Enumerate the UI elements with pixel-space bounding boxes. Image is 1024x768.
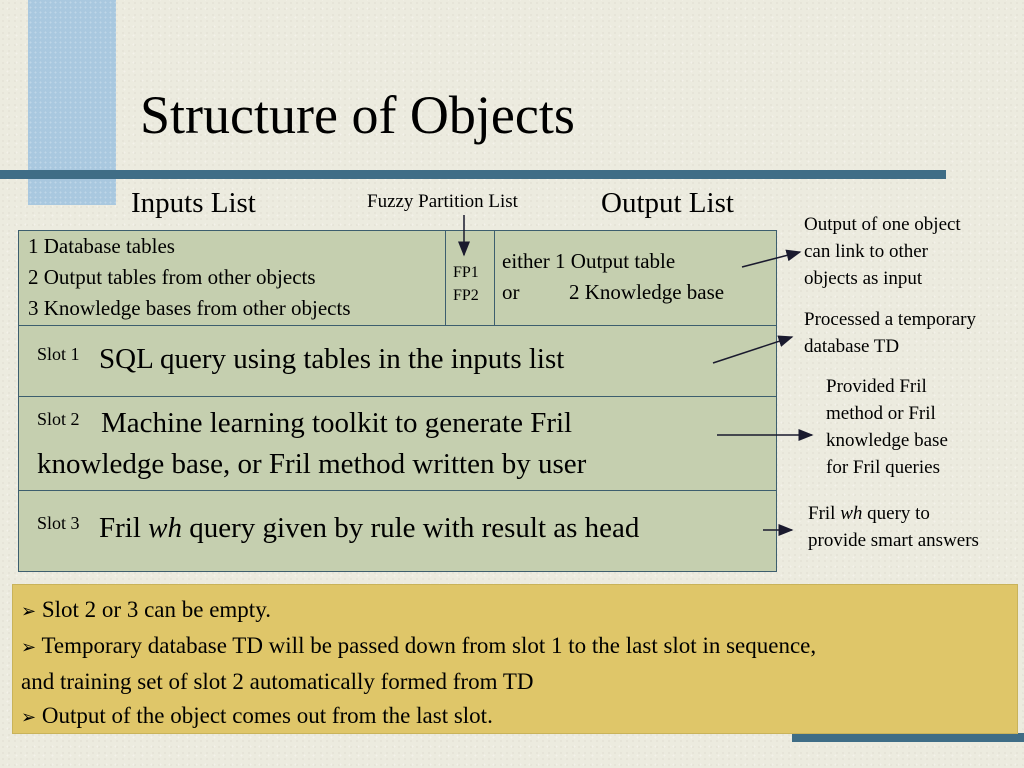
note-line: for Fril queries (826, 457, 940, 478)
slot-2-text-line1: Machine learning toolkit to generate Fril (101, 407, 573, 439)
slot-label: Slot 1 (37, 344, 80, 364)
slot-label: Slot 2 (37, 409, 80, 429)
bullet-arrow-icon: ➢ (21, 707, 37, 728)
bullet-text: Output of the object comes out from the last slot. (41, 703, 493, 728)
output-item: 2 Knowledge base (569, 280, 725, 304)
output-list-header: Output List (601, 187, 734, 219)
bullet-item (21, 699, 1009, 735)
bullet-arrow-icon: ➢ (21, 637, 37, 658)
fuzzy-item: FP2 (453, 287, 479, 304)
inputs-item: 2 Output tables from other objects (28, 265, 316, 289)
note-line: Output of one object (804, 214, 961, 235)
bullet-arrow-icon: ➢ (21, 601, 37, 622)
fuzzy-item: FP1 (453, 264, 479, 281)
slot-3-text-em: wh (148, 512, 182, 544)
bullet-text: Slot 2 or 3 can be empty. (41, 597, 271, 622)
note-line: knowledge base (826, 430, 948, 451)
slot-1-text: SQL query using tables in the inputs list (99, 343, 565, 375)
bullet-continuation: and training set of slot 2 automatically formed from TD (21, 669, 534, 694)
slide-title: Structure of Objects (140, 85, 575, 145)
note-wh-em: wh (840, 503, 863, 524)
note-line: can link to other (804, 241, 928, 262)
fuzzy-partition-header: Fuzzy Partition List (367, 191, 518, 212)
inputs-list-header: Inputs List (131, 187, 256, 219)
slot-1-arrow (713, 337, 792, 363)
note-line (808, 500, 979, 527)
slot-2-text-line2: knowledge base, or Fril method written by user (37, 448, 587, 480)
slot-3-text-post: query given by rule with result as head (182, 512, 640, 544)
note-temp-db (804, 306, 976, 360)
output-link-arrow (742, 252, 800, 267)
bullet-item (21, 593, 1009, 629)
inputs-item: 3 Knowledge bases from other objects (28, 296, 351, 320)
note-line: provide smart answers (808, 530, 979, 551)
note-wh-pre: Fril (808, 503, 841, 524)
note-line: Processed a temporary (804, 309, 976, 330)
note-line: objects as input (804, 268, 923, 289)
output-item: or (502, 280, 520, 304)
bullet-item (21, 629, 1009, 665)
note-fril-method (826, 373, 948, 481)
note-wh-post: query to (862, 503, 930, 524)
note-line: method or Fril (826, 403, 936, 424)
note-line: Provided Fril (826, 376, 927, 397)
inputs-item: 1 Database tables (28, 234, 175, 258)
note-line: database TD (804, 336, 900, 357)
note-output-link (804, 211, 961, 292)
slot-3-text-pre: Fril (99, 512, 149, 544)
output-item: either 1 Output table (502, 249, 676, 273)
bullet-text: Temporary database TD will be passed down from slot 1 to the last slot in sequence, (41, 633, 817, 658)
note-wh-query (808, 500, 979, 554)
summary-bullets-box (12, 584, 1018, 734)
slot-label: Slot 3 (37, 513, 80, 533)
